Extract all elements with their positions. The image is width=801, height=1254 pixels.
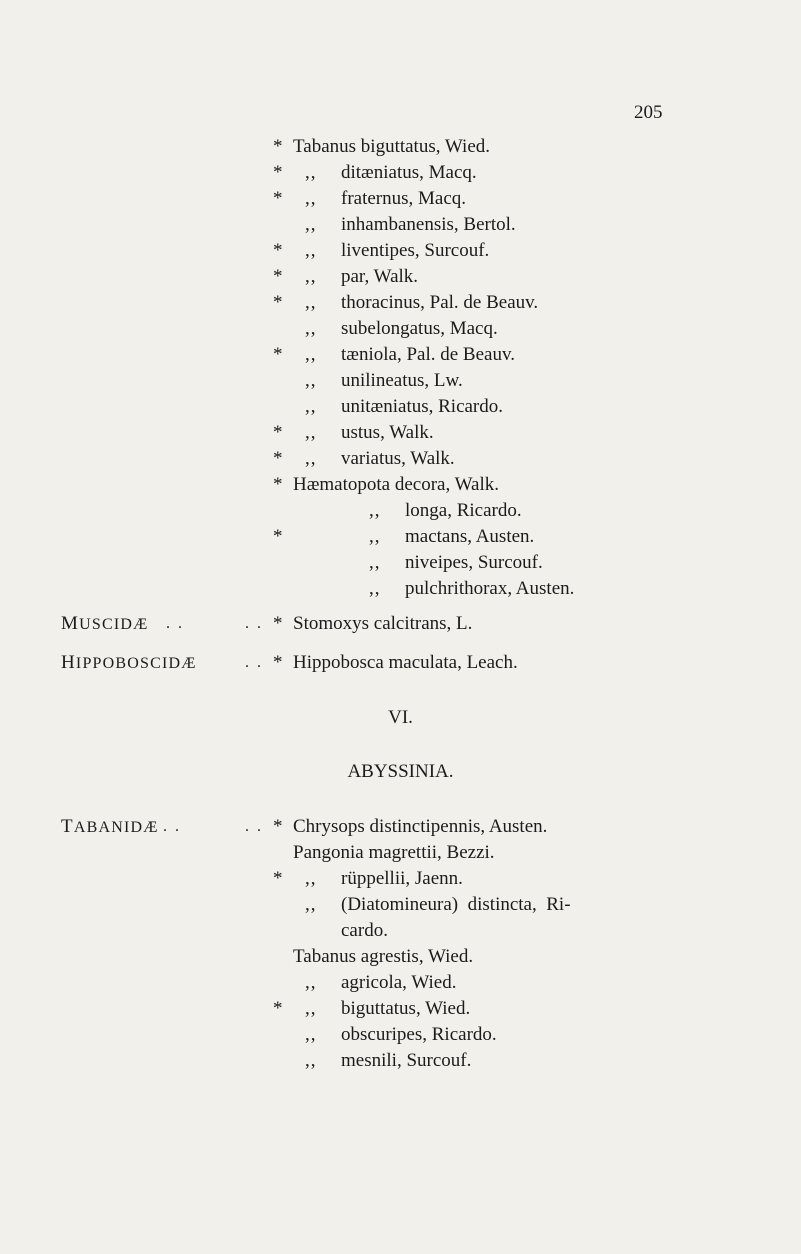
ditto-mark: ,, bbox=[305, 422, 317, 443]
star-marker: * bbox=[273, 344, 283, 365]
ditto-mark: ,, bbox=[305, 448, 317, 469]
species-entry: thoracinus, Pal. de Beauv. bbox=[341, 292, 539, 313]
ditto-mark: ,, bbox=[305, 1024, 317, 1045]
species-entry: Pangonia magrettii, Bezzi. bbox=[293, 842, 495, 863]
section-number: VI. bbox=[388, 707, 413, 728]
ditto-mark: ,, bbox=[305, 292, 317, 313]
ditto-mark: ,, bbox=[305, 162, 317, 183]
star-marker: * bbox=[273, 266, 283, 287]
star-marker: * bbox=[273, 613, 283, 634]
species-entry: inhambanensis, Bertol. bbox=[341, 214, 516, 235]
species-entry: Tabanus biguttatus, Wied. bbox=[293, 136, 491, 157]
species-entry: Hippobosca maculata, Leach. bbox=[293, 652, 518, 673]
species-entry: pulchrithorax, Austen. bbox=[405, 578, 575, 599]
ditto-mark: ,, bbox=[305, 972, 317, 993]
page-number: 205 bbox=[634, 102, 663, 123]
species-entry: mesnili, Surcouf. bbox=[341, 1050, 472, 1071]
star-marker: * bbox=[273, 474, 283, 495]
species-entry: longa, Ricardo. bbox=[405, 500, 522, 521]
leader-dots: . . bbox=[166, 615, 184, 632]
ditto-mark: ,, bbox=[305, 318, 317, 339]
species-entry: agricola, Wied. bbox=[341, 972, 457, 993]
star-marker: * bbox=[273, 816, 283, 837]
ditto-mark: ,, bbox=[305, 370, 317, 391]
species-entry: (Diatomineura) distincta, Ri- bbox=[341, 894, 571, 915]
species-entry: niveipes, Surcouf. bbox=[405, 552, 543, 573]
species-entry: biguttatus, Wied. bbox=[341, 998, 471, 1019]
ditto-mark: ,, bbox=[305, 266, 317, 287]
star-marker: * bbox=[273, 240, 283, 261]
star-marker: * bbox=[273, 162, 283, 183]
leader-dots: . . bbox=[245, 818, 263, 835]
leader-dots: . . bbox=[163, 818, 181, 835]
ditto-mark: ,, bbox=[305, 868, 317, 889]
species-entry: unitæniatus, Ricardo. bbox=[341, 396, 504, 417]
ditto-mark: ,, bbox=[369, 500, 381, 521]
star-marker: * bbox=[273, 998, 283, 1019]
family-name: TABANIDÆ bbox=[61, 816, 159, 837]
ditto-mark: ,, bbox=[305, 344, 317, 365]
star-marker: * bbox=[273, 526, 283, 547]
species-entry: fraternus, Macq. bbox=[341, 188, 467, 209]
leader-dots: . . bbox=[245, 654, 263, 671]
species-entry: ditæniatus, Macq. bbox=[341, 162, 477, 183]
species-entry: liventipes, Surcouf. bbox=[341, 240, 490, 261]
ditto-mark: ,, bbox=[369, 552, 381, 573]
species-entry: variatus, Walk. bbox=[341, 448, 455, 469]
star-marker: * bbox=[273, 448, 283, 469]
ditto-mark: ,, bbox=[369, 578, 381, 599]
star-marker: * bbox=[273, 868, 283, 889]
section-title: ABYSSINIA. bbox=[347, 761, 454, 782]
ditto-mark: ,, bbox=[305, 894, 317, 915]
species-entry-continuation: cardo. bbox=[341, 920, 388, 941]
family-name: HIPPOBOSCIDÆ bbox=[61, 652, 197, 673]
family-name: MUSCIDÆ bbox=[61, 613, 149, 634]
species-entry: Hæmatopota decora, Walk. bbox=[293, 474, 500, 495]
ditto-mark: ,, bbox=[305, 214, 317, 235]
species-entry: mactans, Austen. bbox=[405, 526, 535, 547]
species-entry: Chrysops distinctipennis, Austen. bbox=[293, 816, 548, 837]
species-entry: ustus, Walk. bbox=[341, 422, 434, 443]
ditto-mark: ,, bbox=[305, 188, 317, 209]
ditto-mark: ,, bbox=[305, 1050, 317, 1071]
ditto-mark: ,, bbox=[305, 396, 317, 417]
species-entry: unilineatus, Lw. bbox=[341, 370, 463, 391]
species-entry: par, Walk. bbox=[341, 266, 419, 287]
star-marker: * bbox=[273, 422, 283, 443]
star-marker: * bbox=[273, 292, 283, 313]
ditto-mark: ,, bbox=[305, 998, 317, 1019]
species-entry: rüppellii, Jaenn. bbox=[341, 868, 463, 889]
species-entry: subelongatus, Macq. bbox=[341, 318, 498, 339]
species-entry: tæniola, Pal. de Beauv. bbox=[341, 344, 515, 365]
star-marker: * bbox=[273, 188, 283, 209]
star-marker: * bbox=[273, 136, 283, 157]
star-marker: * bbox=[273, 652, 283, 673]
ditto-mark: ,, bbox=[369, 526, 381, 547]
species-entry: Tabanus agrestis, Wied. bbox=[293, 946, 474, 967]
species-entry: Stomoxys calcitrans, L. bbox=[293, 613, 473, 634]
leader-dots: . . bbox=[245, 615, 263, 632]
ditto-mark: ,, bbox=[305, 240, 317, 261]
species-entry: obscuripes, Ricardo. bbox=[341, 1024, 497, 1045]
